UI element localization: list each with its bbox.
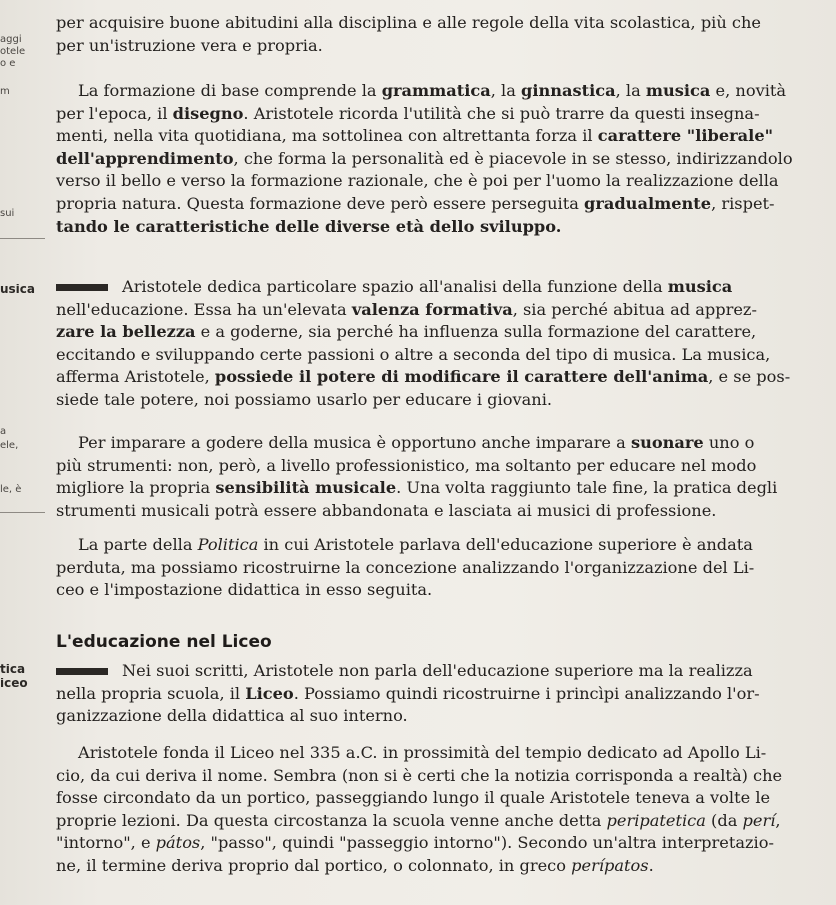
paragraph-instruments [56,432,814,522]
paragraph-basic-education [56,80,814,238]
text-line: "intorno", e pátos, "passo", quindi "passeggio intorno"). Secondo un'altra interpretazio- [56,833,774,853]
text-line: La formazione di base comprende la grammatica, la ginnastica, la musica e, novità [78,81,787,100]
text-line: siede tale potere, noi possiamo usarlo per educare i giovani. [56,389,553,409]
paragraph-politica [56,534,814,602]
text-line: Per imparare a godere della musica è opportuno anche imparare a suonare uno o [78,433,755,452]
text-line: migliore la propria sensibilità musicale. Una volta raggiunto tale fine, la pratica degli [56,478,778,498]
text-line: proprie lezioni. Da questa circostanza la scuola venne anche detta peripatetica (da perí, [56,810,781,830]
text-line: eccitando e sviluppando certe passioni o altre a seconda del tipo di musica. La musica, [56,344,771,364]
text-line: menti, nella vita quotidiana, ma sottolinea con altrettanta forza il carattere "liberale" [56,126,774,146]
section-heading: L'educazione nel Liceo [56,632,272,652]
section-marker-bar [56,668,108,675]
text-line: ceo e l'impostazione didattica in esso seguita. [56,580,433,600]
text-line: nell'educazione. Essa ha un'elevata valenza formativa, sia perché abitua ad apprez- [56,299,757,319]
section-marker-bar [56,284,108,291]
margin-divider [0,512,45,513]
text-line: tando le caratteristiche delle diverse età dello sviluppo. [56,216,562,236]
margin-note: o e [0,58,16,69]
text-line: strumenti musicali potrà essere abbandonata e lasciata ai musici di professione. [56,500,717,520]
margin-note: aggi [0,34,22,45]
margin-note: usica [0,284,36,295]
paragraph-liceo [56,660,814,728]
text-line: ganizzazione della didattica al suo interno. [56,706,408,726]
text-line: ne, il termine deriva proprio dal portico, o colonnato, in greco perípatos. [56,855,654,875]
margin-note: a [0,426,7,437]
paragraph [56,12,814,57]
text-line: fosse circondato da un portico, passeggiando lungo il quale Aristotele teneva a volte le [56,788,771,808]
text-line: afferma Aristotele, possiede il potere di modificare il carattere dell'anima, e se pos- [56,367,791,387]
text-line: dell'apprendimento, che forma la personalità ed è piacevole in se stesso, indirizzandolo [56,148,793,168]
paragraph-music [56,276,814,412]
margin-note: m [0,86,10,97]
margin-note: ele, [0,440,19,451]
text-line: propria natura. Questa formazione deve però essere perseguita gradualmente, rispet- [56,193,775,213]
text-line: per l'epoca, il disegno. Aristotele ricorda l'utilità che si può trarre da questi insegna- [56,103,760,123]
margin-note: tica [0,664,26,675]
text-line: La parte della Politica in cui Aristotele parlava dell'educazione superiore è andata [78,535,753,554]
margin-note: sui [0,208,15,219]
margin-divider [0,238,45,239]
text-line: per un'istruzione vera e propria. [56,35,323,55]
text-line: più strumenti: non, però, a livello professionistico, ma soltanto per educare nel modo [56,455,757,475]
text-line: Aristotele fonda il Liceo nel 335 a.C. in prossimità del tempio dedicato ad Apollo Li- [78,743,767,762]
text-line: Nei suoi scritti, Aristotele non parla dell'educazione superiore ma la realizza [56,660,814,683]
margin-note: iceo [0,678,28,689]
text-line: Aristotele dedica particolare spazio all'analisi della funzione della musica [56,276,814,299]
margin-note: otele [0,46,26,57]
text-line: zare la bellezza e a goderne, sia perché ha influenza sulla formazione del carattere, [56,322,757,342]
margin-note: le, è [0,484,22,495]
text-line: verso il bello e verso la formazione razionale, che è poi per l'uomo la realizzazione della [56,171,779,191]
text-line: cio, da cui deriva il nome. Sembra (non si è certi che la notizia corrisponda a realtà) che [56,765,783,785]
text-line: nella propria scuola, il Liceo. Possiamo quindi ricostruirne i princìpi analizzando l'or- [56,683,760,703]
text-line: perduta, ma possiamo ricostruirne la concezione analizzando l'organizzazione del Li- [56,557,755,577]
paragraph-peripatetic [56,742,814,878]
text-line: per acquisire buone abitudini alla disciplina e alle regole della vita scolastica, più che [56,13,762,32]
